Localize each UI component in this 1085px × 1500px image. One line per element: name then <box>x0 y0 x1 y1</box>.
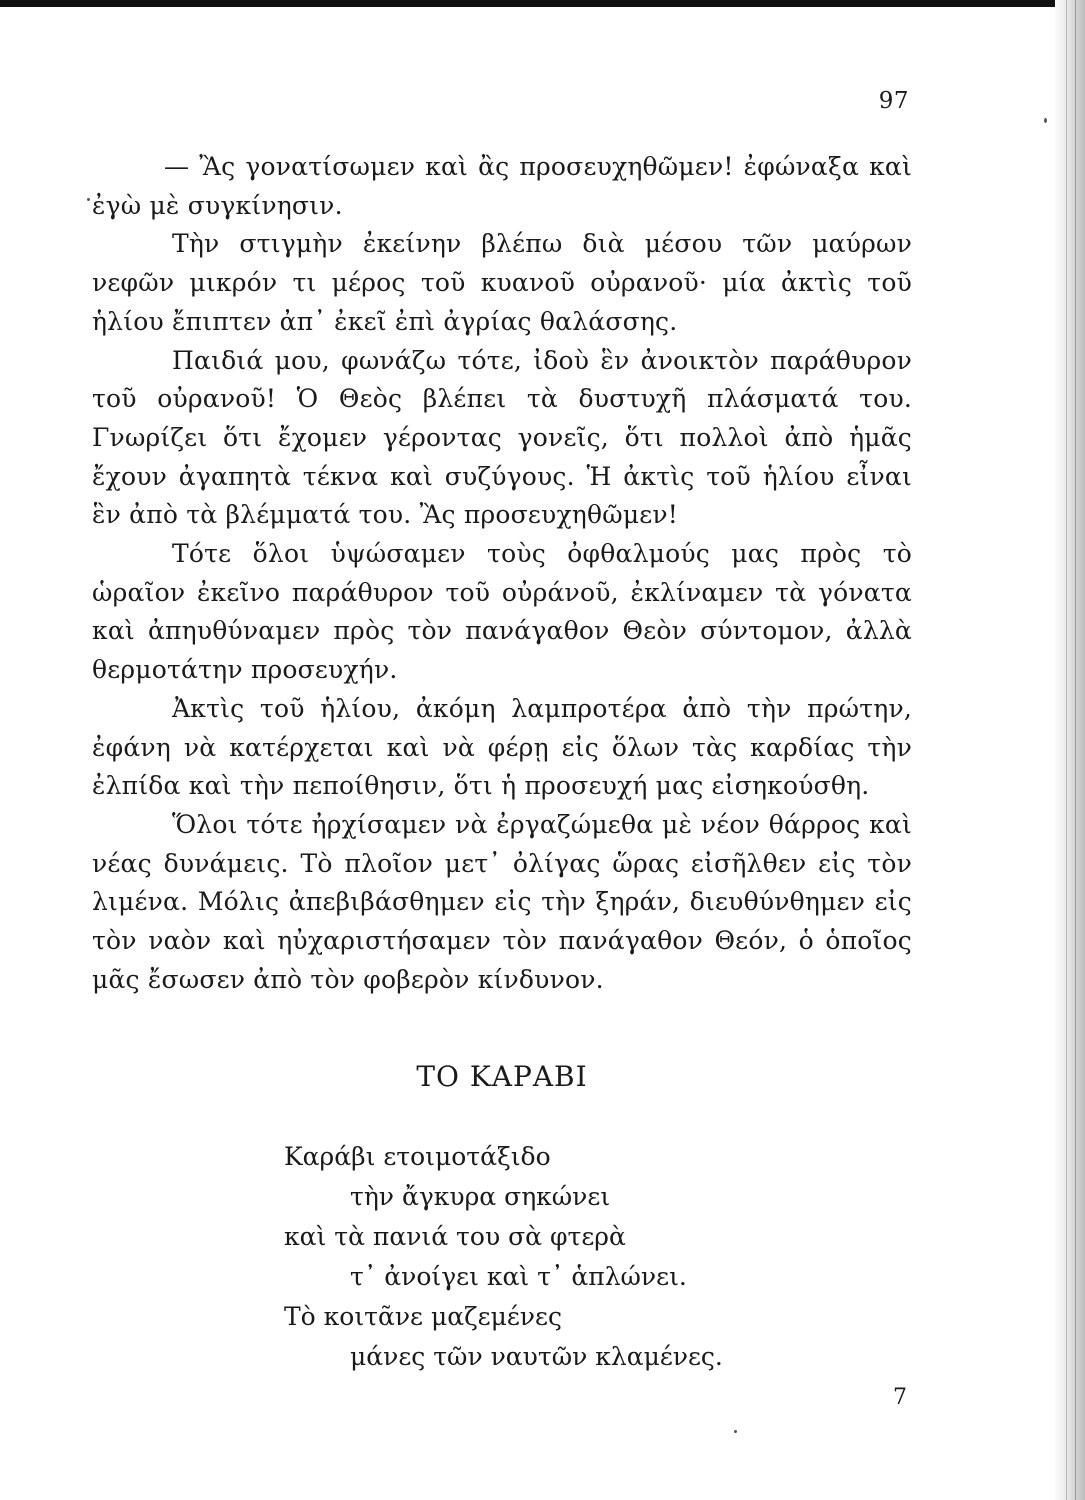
dust-speck <box>1044 118 1047 123</box>
paragraph: Παιδιά μου, φωνάζω τότε, ἰδοὺ ἓν ἀνοικτὸν παράθυρον τοῦ οὐρανοῦ! Ὁ Θεὸς βλέπει τὰ δυστυχῆ πλάσματά του. Γνωρίζει ὅτι ἔχομεν γέροντας γονεῖς, ὅτι πολλοὶ ἀπὸ ἡμᾶς ἔχουν ἀγαπητὰ τέκνα καὶ συζύγους. Ἡ ἀκτὶς τοῦ ἡλίου εἶναι ἓν ἀπὸ τὰ βλέμματά του. Ἂς προσευχηθῶμεν! <box>92 345 912 530</box>
page-top-edge <box>0 0 1085 7</box>
signature-mark: 7 <box>893 1385 907 1410</box>
page-right-edge-shadow <box>1055 0 1085 1500</box>
paragraph: Τὴν στιγμὴν ἐκείνην βλέπω διὰ μέσου τῶν μαύρων νεφῶν μικρόν τι μέρος τοῦ κυανοῦ οὐρανοῦ· μία ἀκτὶς τοῦ ἡλίου ἔπιπτεν ἀπ᾽ ἐκεῖ ἐπὶ ἀγρίας θαλάσσης. <box>92 229 912 336</box>
poem-line: μάνες τῶν ναυτῶν κλαμένες. <box>350 1342 723 1371</box>
dust-speck <box>734 1430 737 1433</box>
paragraph: Ἀκτὶς τοῦ ἡλίου, ἀκόμη λαμπροτέρα ἀπὸ τὴν πρώτην, ἐφάνη νὰ κατέρχεται καὶ νὰ φέρῃ εἰς ὅλων τὰς καρδίας τὴν ἐλπίδα καὶ τὴν πεποίθησιν, ὅτι ἡ προσευχή μας εἰσηκούσθη. <box>92 693 912 801</box>
page-edge-line <box>1066 0 1067 1500</box>
page-edge-line <box>1075 0 1076 1500</box>
dust-speck <box>87 198 90 201</box>
poem-line: τὴν ἄγκυρα σηκώνει <box>350 1182 611 1211</box>
paragraph: Ὅλοι τότε ἠρχίσαμεν νὰ ἐργαζώμεθα μὲ νέον θάρρος καὶ νέας δυνάμεις. Τὸ πλοῖον μετ᾽ ὀλίγας ὥρας εἰσῆλθεν εἰς τὸν λιμένα. Μόλις ἀπεβιβάσθημεν εἰς τὴν ξηράν, διευθύνθημεν εἰς τὸν ναὸν καὶ ηὐχαριστήσαμεν τὸν πανάγαθον Θεόν, ὁ ὁποῖος μᾶς ἔσωσεν ἀπὸ τὸν φοβερὸν κίνδυνον. <box>92 809 912 994</box>
page-number: 97 <box>878 88 909 114</box>
poem-line: Τὸ κοιτᾶνε μαζεμένες <box>284 1302 562 1331</box>
body-text <box>92 148 912 999</box>
poem-line: Καράβι ετοιμοτάξιδο <box>284 1142 551 1171</box>
poem-line: καὶ τὰ πανιά του σὰ φτερὰ <box>284 1222 626 1251</box>
poem-line: τ᾽ ἀνοίγει καὶ τ᾽ ἁπλώνει. <box>350 1262 687 1291</box>
poem-title: ΤΟ ΚΑΡΑΒΙ <box>416 1060 588 1093</box>
paragraph: Τότε ὅλοι ὑψώσαμεν τοὺς ὀφθαλμούς μας πρὸς τὸ ὡραῖον ἐκεῖνο παράθυρον τοῦ οὐράνοῦ, ἐκλίναμεν τὰ γόνατα καὶ ἀπηυθύναμεν πρὸς τὸν πανάγαθον Θεὸν σύντομον, ἀλλὰ θερμοτάτην προσευχήν. <box>92 539 912 685</box>
paragraph: — Ἂς γονατίσωμεν καὶ ἂς προσευχηθῶμεν! ἐφώναξα καὶ ἐγὼ μὲ συγκίνησιν. <box>92 152 912 220</box>
